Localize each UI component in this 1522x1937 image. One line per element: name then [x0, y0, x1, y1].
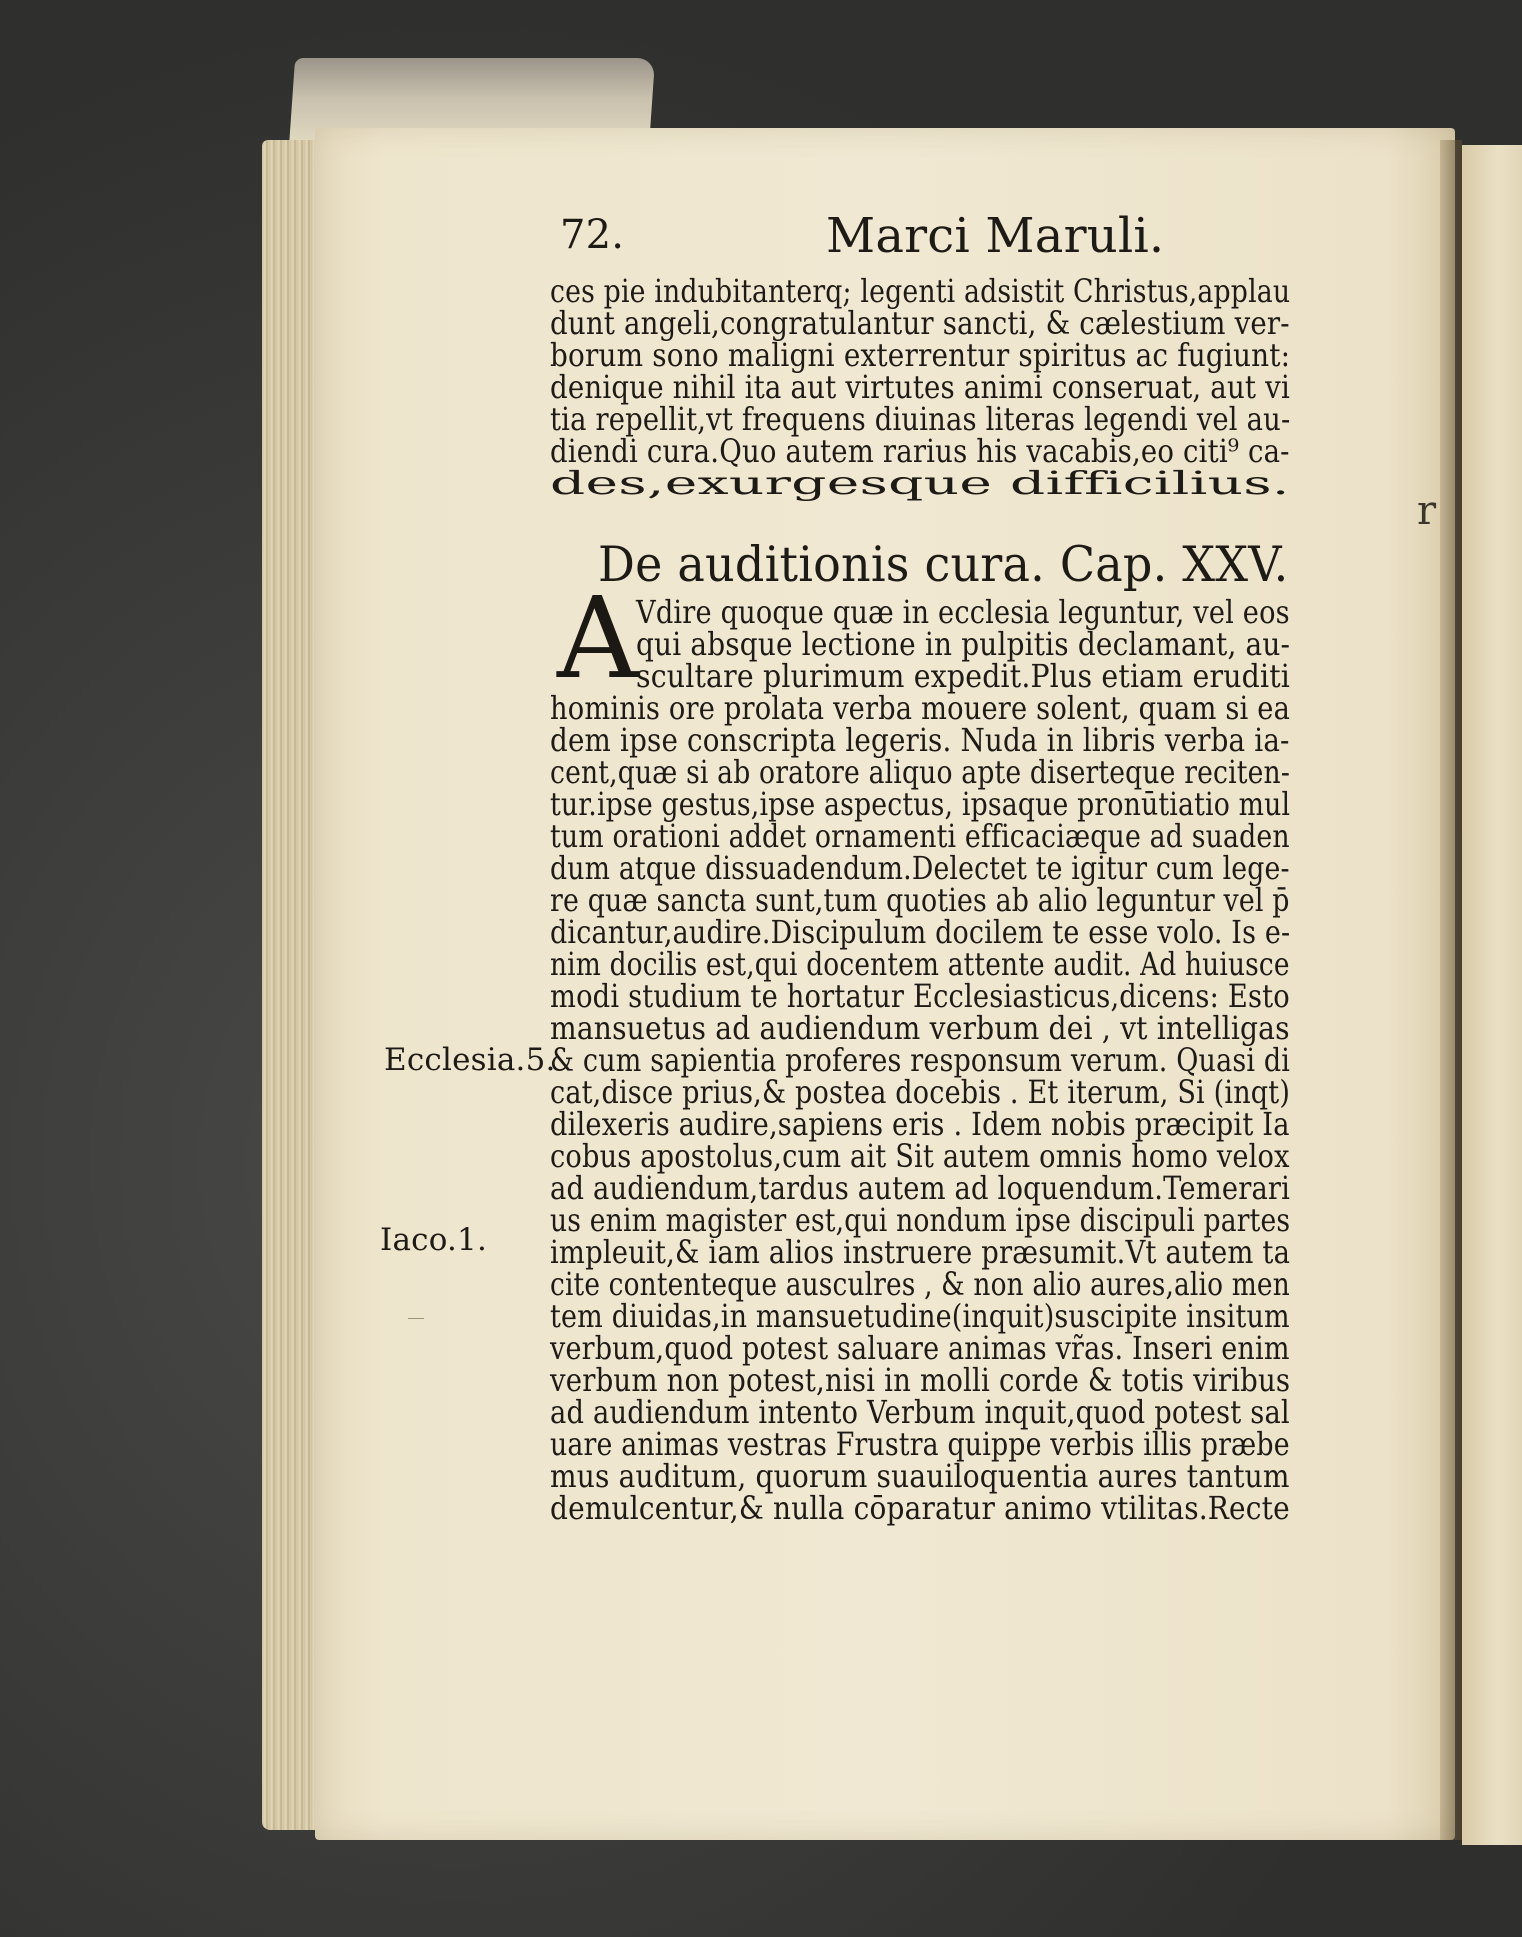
- text-line: uare animas vestras Frustra quippe verbis illis præbe: [550, 1425, 1290, 1463]
- text-line: ces pie indubitanterq; legenti adsistit Christus,applau: [550, 272, 1291, 310]
- text-line: cite contenteque ausculres , & non alio aures,alio men: [550, 1265, 1290, 1303]
- text-line: tia repellit,vt frequens diuinas literas legendi vel au-: [550, 400, 1291, 438]
- text-line: verbum non potest,nisi in molli corde & totis viribus: [550, 1361, 1291, 1399]
- text-line: dilexeris audire,sapiens eris . Idem nobis præcipit Ia: [550, 1105, 1290, 1143]
- text-line: ad audiendum,tardus autem ad loquendum.Temerari: [550, 1169, 1291, 1207]
- text-line: ad audiendum intento Verbum inquit,quod potest sal: [550, 1393, 1290, 1431]
- text-line: tem diuidas,in mansuetudine(inquit)suscipite insitum: [550, 1297, 1290, 1335]
- text-line: borum sono maligni exterrentur spiritus ac fugiunt:: [550, 336, 1291, 374]
- text-line: diendi cura.Quo autem rarius his vacabis,eo citi⁹ ca-: [550, 432, 1290, 470]
- running-title: Marci Maruli.: [826, 208, 1165, 264]
- text-line: cent,quæ si ab oratore aliquo apte diserteque reciten-: [550, 753, 1290, 791]
- text-line: dicantur,audire.Discipulum docilem te esse volo. Is e-: [550, 913, 1291, 951]
- text-line: des,exurgesque difficilius.: [550, 464, 1290, 502]
- text-line: us enim magister est,qui nondum ipse discipuli partes: [550, 1201, 1291, 1239]
- text-line: scultare plurimum expedit.Plus etiam eruditi: [636, 657, 1291, 695]
- text-line: nim docilis est,qui docentem attente audit. Ad huiusce: [550, 945, 1290, 983]
- text-line: denique nihil ita aut virtutes animi conseruat, aut vi: [550, 368, 1290, 406]
- margin-note-ecclesiasticus: Ecclesia.5.: [384, 1042, 556, 1078]
- text-line: impleuit,& iam alios instruere præsumit.Vt autem ta: [550, 1233, 1291, 1271]
- text-line: & cum sapientia proferes responsum verum. Quasi di: [550, 1041, 1291, 1079]
- text-line: hominis ore prolata verba mouere solent, quam si ea: [550, 689, 1291, 727]
- margin-tick: [408, 1318, 424, 1319]
- text-line: cobus apostolus,cum ait Sit autem omnis homo velox: [550, 1137, 1290, 1175]
- facing-page-edge: [1462, 145, 1522, 1845]
- page-edge-stack: [262, 140, 322, 1830]
- text-line: re quæ sancta sunt,tum quoties ab alio leguntur vel p̄: [550, 881, 1290, 919]
- chapter-heading: De auditionis cura. Cap. XXV.: [598, 536, 1289, 593]
- book-gutter: [1440, 140, 1462, 1840]
- text-line: dem ipse conscripta legeris. Nuda in libris verba ia-: [550, 721, 1290, 759]
- page-number: 72.: [560, 212, 625, 258]
- text-line: dunt angeli,congratulantur sancti, & cælestium ver-: [550, 304, 1290, 342]
- text-line: mansuetus ad audiendum verbum dei , vt intelligas: [550, 1009, 1290, 1047]
- margin-note-iacobus: Iaco.1.: [380, 1222, 488, 1258]
- text-line: verbum,quod potest saluare animas vr̃as. Inseri enim: [550, 1329, 1290, 1367]
- text-line: tum orationi addet ornamenti efficaciæque ad suaden: [550, 817, 1290, 855]
- text-line: tur.ipse gestus,ipse aspectus, ipsaque pronūtiatio mul: [550, 785, 1291, 823]
- drop-cap: A: [557, 574, 638, 704]
- text-line: qui absque lectione in pulpitis declamant, au-: [636, 625, 1291, 663]
- text-line: mus auditum, quorum suauiloquentia aures tantum: [550, 1457, 1290, 1495]
- text-line: cat,disce prius,& postea docebis . Et iterum, Si (inqt): [550, 1073, 1291, 1111]
- text-line: dum atque dissuadendum.Delectet te igitur cum lege-: [550, 849, 1290, 887]
- page-header: [560, 208, 1330, 268]
- text-line: Vdire quoque quæ in ecclesia leguntur, vel eos: [636, 593, 1290, 631]
- text-line: modi studium te hortatur Ecclesiasticus,dicens: Esto: [550, 977, 1290, 1015]
- facing-page-letter: r: [1417, 488, 1437, 534]
- text-line: demulcentur,& nulla cōparatur animo vtilitas.Recte: [550, 1489, 1290, 1527]
